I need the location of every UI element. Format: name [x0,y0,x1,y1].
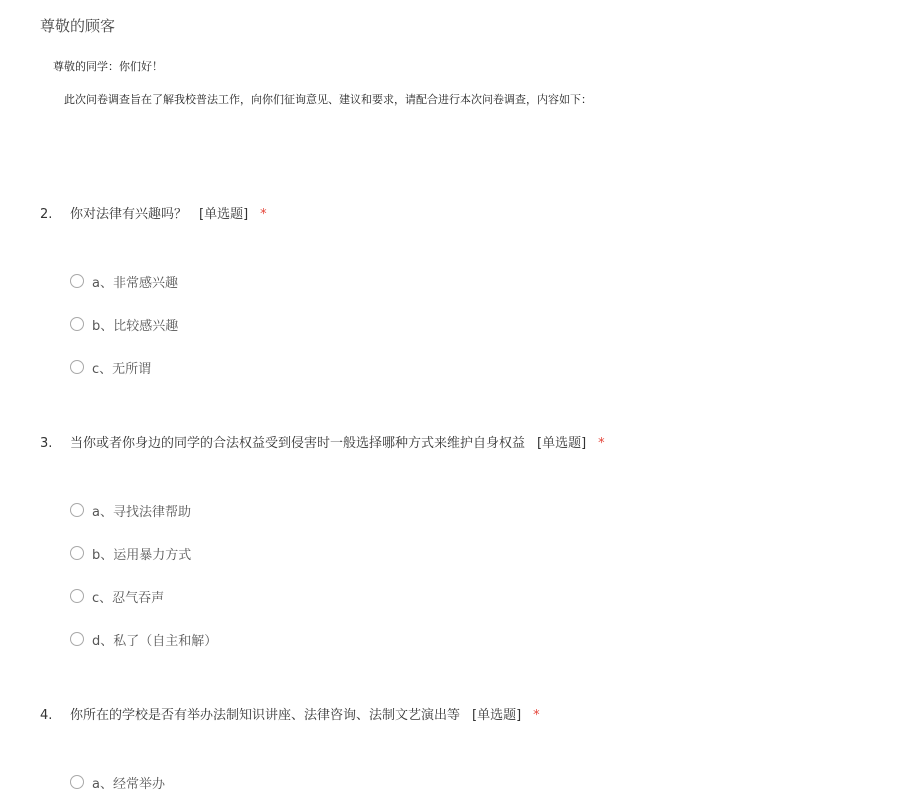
required-asterisk: * [533,708,540,723]
question-type-label: [单选题] [472,708,522,723]
question-number: 4. [40,708,53,723]
radio-circle-icon[interactable] [70,632,84,646]
required-asterisk: * [598,436,605,451]
survey-title: 尊敬的顾客 [40,17,116,35]
question-2 [40,203,267,222]
survey-greeting: 尊敬的同学：你们好！ [53,60,163,73]
question-number: 2. [40,207,53,222]
question-4 [40,704,540,723]
q2-option-b[interactable] [70,315,178,333]
q2-option-a[interactable] [70,272,178,290]
q3-option-c[interactable] [70,587,164,605]
question-type-label: [单选题] [199,207,249,222]
option-label[interactable]: b、运用暴力方式 [92,547,192,563]
option-label[interactable]: b、比较感兴趣 [92,318,179,334]
radio-circle-icon[interactable] [70,589,84,603]
radio-circle-icon[interactable] [70,274,84,288]
question-type-label: [单选题] [537,436,587,451]
radio-circle-icon[interactable] [70,360,84,374]
option-label[interactable]: c、无所谓 [92,361,152,377]
radio-circle-icon[interactable] [70,546,84,560]
question-text: 你所在的学校是否有举办法制知识讲座、法律咨询、法制文艺演出等 [70,708,461,723]
option-label[interactable]: a、寻找法律帮助 [92,504,191,520]
q3-option-b[interactable] [70,544,191,562]
required-asterisk: * [260,207,267,222]
option-label[interactable]: a、非常感兴趣 [92,275,178,291]
q3-option-a[interactable] [70,501,191,519]
question-text: 你对法律有兴趣吗？ [70,207,188,222]
question-text: 当你或者你身边的同学的合法权益受到侵害时一般选择哪种方式来维护自身权益 [70,436,526,451]
q4-option-a[interactable] [70,773,165,791]
q3-option-d[interactable] [70,630,217,648]
option-label[interactable]: c、忍气吞声 [92,590,165,606]
survey-intro: 此次问卷调查旨在了解我校普法工作，向你们征询意见、建议和要求，请配合进行本次问卷调查，内容如下： [64,93,592,106]
question-3 [40,432,605,451]
question-number: 3. [40,436,53,451]
q2-option-c[interactable] [70,358,151,376]
radio-circle-icon[interactable] [70,775,84,789]
option-label[interactable]: d、私了（自主和解） [92,633,218,649]
option-label[interactable]: a、经常举办 [92,776,165,792]
radio-circle-icon[interactable] [70,317,84,331]
radio-circle-icon[interactable] [70,503,84,517]
